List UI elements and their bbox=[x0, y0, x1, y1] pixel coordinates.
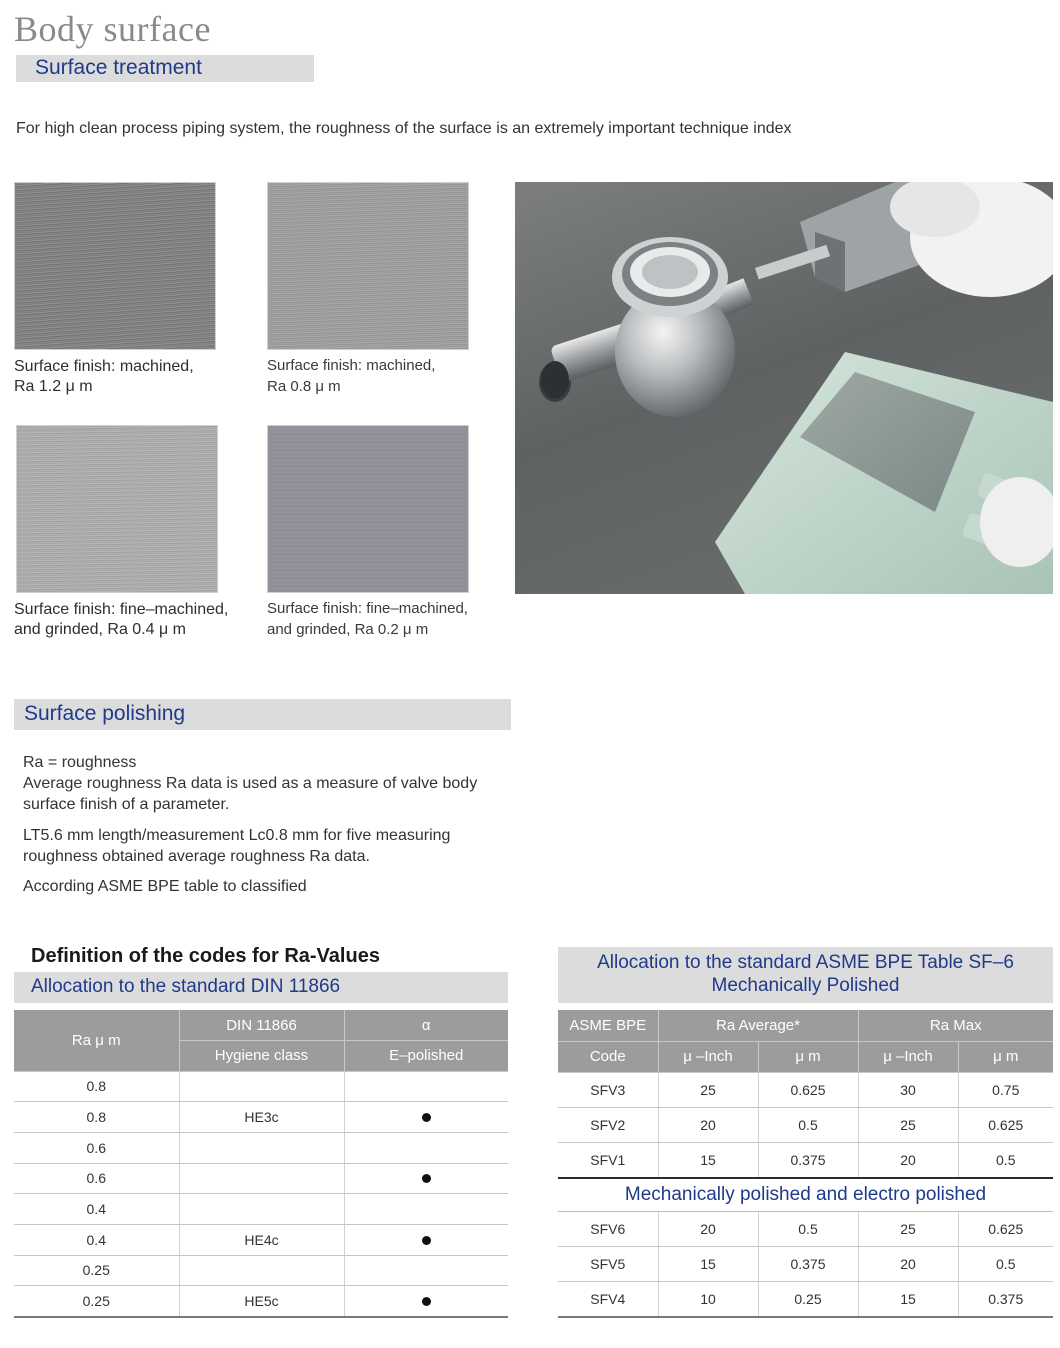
cell-hygiene-class: HE3c bbox=[179, 1102, 344, 1133]
table-row bbox=[558, 1072, 1053, 1107]
swatch-caption-line: Ra 1.2 μ m bbox=[14, 378, 93, 395]
cell-max-um: 0.375 bbox=[958, 1282, 1053, 1317]
col-header-e-polished: E–polished bbox=[344, 1041, 508, 1072]
col-header-max-um: μ m bbox=[958, 1041, 1053, 1072]
table-header-row bbox=[558, 1041, 1053, 1072]
table-row bbox=[14, 1194, 508, 1225]
table-row bbox=[14, 1224, 508, 1255]
cell-e-polished bbox=[344, 1132, 508, 1163]
swatch-caption-line: Ra 0.8 μ m bbox=[267, 378, 341, 395]
polishing-paragraph-1 bbox=[23, 752, 513, 815]
cell-max-uinch: 25 bbox=[858, 1107, 958, 1142]
cell-hygiene-class bbox=[179, 1071, 344, 1102]
surface-swatch-fine-machined-ra0-2 bbox=[267, 425, 469, 593]
col-header-hygiene-class: Hygiene class bbox=[179, 1041, 344, 1072]
swatch-caption-line: Surface finish: machined, bbox=[267, 357, 436, 374]
col-header-max-uinch: μ –Inch bbox=[858, 1041, 958, 1072]
table-row bbox=[14, 1071, 508, 1102]
surface-swatch-fine-machined-ra0-4 bbox=[16, 425, 218, 593]
table-header-row bbox=[558, 1010, 1053, 1041]
cell-e-polished bbox=[344, 1286, 508, 1317]
cell-avg-uinch: 25 bbox=[658, 1072, 758, 1107]
cell-avg-uinch: 20 bbox=[658, 1107, 758, 1142]
table-row bbox=[14, 1255, 508, 1286]
cell-hygiene-class: HE5c bbox=[179, 1286, 344, 1317]
cell-code: SFV2 bbox=[558, 1107, 658, 1142]
table-row bbox=[14, 1163, 508, 1194]
swatch-caption-line: Surface finish: fine–machined, bbox=[14, 601, 229, 618]
cell-max-um: 0.75 bbox=[958, 1072, 1053, 1107]
swatch-caption-line: and grinded, Ra 0.2 μ m bbox=[267, 621, 429, 638]
cell-max-um: 0.625 bbox=[958, 1107, 1053, 1142]
col-header-ra: Ra μ m bbox=[14, 1010, 179, 1071]
cell-max-um: 0.625 bbox=[958, 1211, 1053, 1246]
cell-code: SFV3 bbox=[558, 1072, 658, 1107]
cell-code: SFV5 bbox=[558, 1247, 658, 1282]
din-table-subtitle: Allocation to the standard DIN 11866 bbox=[14, 972, 508, 1003]
cell-max-um: 0.5 bbox=[958, 1143, 1053, 1178]
cell-avg-um: 0.375 bbox=[758, 1143, 858, 1178]
table-row bbox=[558, 1211, 1053, 1246]
col-header-ra-average: Ra Average* bbox=[658, 1010, 858, 1041]
bullet-dot-icon bbox=[422, 1236, 431, 1245]
roughness-measurement-illustration bbox=[515, 182, 1053, 594]
swatch-caption bbox=[14, 600, 228, 640]
page-title: Body surface bbox=[14, 9, 211, 49]
cell-ra: 0.8 bbox=[14, 1102, 179, 1133]
swatch-caption bbox=[267, 598, 468, 640]
table-row bbox=[558, 1107, 1053, 1142]
cell-avg-um: 0.25 bbox=[758, 1282, 858, 1317]
cell-avg-um: 0.5 bbox=[758, 1211, 858, 1246]
din-11866-table bbox=[14, 1010, 508, 1318]
cell-e-polished bbox=[344, 1163, 508, 1194]
table-row bbox=[14, 1132, 508, 1163]
asme-bpe-table bbox=[558, 1010, 1053, 1318]
cell-avg-um: 0.5 bbox=[758, 1107, 858, 1142]
asme-title-line: Mechanically Polished bbox=[711, 975, 900, 996]
text-line: Average roughness Ra data is used as a measure of valve body bbox=[23, 775, 478, 792]
bullet-dot-icon bbox=[422, 1113, 431, 1122]
swatch-caption bbox=[14, 357, 194, 397]
table-row bbox=[14, 1286, 508, 1317]
cell-max-uinch: 30 bbox=[858, 1072, 958, 1107]
cell-code: SFV1 bbox=[558, 1143, 658, 1178]
section-heading-surface-treatment: Surface treatment bbox=[16, 55, 314, 82]
cell-max-um: 0.5 bbox=[958, 1247, 1053, 1282]
cell-max-uinch: 20 bbox=[858, 1247, 958, 1282]
cell-hygiene-class bbox=[179, 1255, 344, 1286]
cell-ra: 0.4 bbox=[14, 1194, 179, 1225]
cell-hygiene-class bbox=[179, 1194, 344, 1225]
table-subheading-row bbox=[558, 1178, 1053, 1211]
col-header-asme-bpe: ASME BPE bbox=[558, 1010, 658, 1041]
cell-max-uinch: 25 bbox=[858, 1211, 958, 1246]
cell-ra: 0.25 bbox=[14, 1286, 179, 1317]
electro-polished-subheading: Mechanically polished and electro polished bbox=[558, 1178, 1053, 1211]
cell-ra: 0.6 bbox=[14, 1163, 179, 1194]
polishing-paragraph-3: According ASME BPE table to classified bbox=[23, 878, 307, 895]
bullet-dot-icon bbox=[422, 1297, 431, 1306]
surface-swatch-machined-ra1-2 bbox=[14, 182, 216, 350]
text-line: roughness obtained average roughness Ra data. bbox=[23, 848, 370, 865]
cell-avg-uinch: 15 bbox=[658, 1247, 758, 1282]
roughness-measurement-photo bbox=[515, 182, 1053, 594]
cell-ra: 0.4 bbox=[14, 1224, 179, 1255]
cell-hygiene-class: HE4c bbox=[179, 1224, 344, 1255]
section-heading-surface-polishing: Surface polishing bbox=[14, 699, 511, 730]
cell-avg-uinch: 10 bbox=[658, 1282, 758, 1317]
table-row bbox=[558, 1282, 1053, 1317]
table-header-row bbox=[14, 1010, 508, 1041]
cell-max-uinch: 20 bbox=[858, 1143, 958, 1178]
swatch-caption-line: Surface finish: machined, bbox=[14, 358, 194, 375]
cell-hygiene-class bbox=[179, 1163, 344, 1194]
cell-ra: 0.6 bbox=[14, 1132, 179, 1163]
swatch-caption-line: Surface finish: fine–machined, bbox=[267, 600, 468, 617]
swatch-caption bbox=[267, 355, 435, 397]
asme-table-title bbox=[558, 947, 1053, 1003]
text-line: Ra = roughness bbox=[23, 754, 137, 771]
table-row bbox=[558, 1143, 1053, 1178]
cell-ra: 0.8 bbox=[14, 1071, 179, 1102]
din-table-title: Definition of the codes for Ra-Values bbox=[31, 945, 380, 967]
cell-e-polished bbox=[344, 1255, 508, 1286]
cell-ra: 0.25 bbox=[14, 1255, 179, 1286]
col-header-din: DIN 11866 bbox=[179, 1010, 344, 1041]
cell-max-uinch: 15 bbox=[858, 1282, 958, 1317]
cell-hygiene-class bbox=[179, 1132, 344, 1163]
text-line: LT5.6 mm length/measurement Lc0.8 mm for five measuring bbox=[23, 827, 451, 844]
cell-e-polished bbox=[344, 1224, 508, 1255]
col-header-code: Code bbox=[558, 1041, 658, 1072]
cell-code: SFV6 bbox=[558, 1211, 658, 1246]
intro-text: For high clean process piping system, the roughness of the surface is an extremely important technique index bbox=[16, 120, 792, 137]
col-header-avg-um: μ m bbox=[758, 1041, 858, 1072]
text-line: surface finish of a parameter. bbox=[23, 796, 230, 813]
surface-swatch-machined-ra0-8 bbox=[267, 182, 469, 350]
col-header-alpha: α bbox=[344, 1010, 508, 1041]
cell-avg-uinch: 20 bbox=[658, 1211, 758, 1246]
cell-e-polished bbox=[344, 1194, 508, 1225]
polishing-paragraph-2 bbox=[23, 825, 513, 867]
col-header-ra-max: Ra Max bbox=[858, 1010, 1053, 1041]
cell-e-polished bbox=[344, 1102, 508, 1133]
cell-e-polished bbox=[344, 1071, 508, 1102]
bullet-dot-icon bbox=[422, 1174, 431, 1183]
cell-avg-um: 0.375 bbox=[758, 1247, 858, 1282]
asme-title-line: Allocation to the standard ASME BPE Table SF–6 bbox=[597, 952, 1014, 973]
cell-avg-um: 0.625 bbox=[758, 1072, 858, 1107]
col-header-avg-uinch: μ –Inch bbox=[658, 1041, 758, 1072]
cell-code: SFV4 bbox=[558, 1282, 658, 1317]
table-row bbox=[558, 1247, 1053, 1282]
cell-avg-uinch: 15 bbox=[658, 1143, 758, 1178]
swatch-caption-line: and grinded, Ra 0.4 μ m bbox=[14, 621, 186, 638]
table-row bbox=[14, 1102, 508, 1133]
